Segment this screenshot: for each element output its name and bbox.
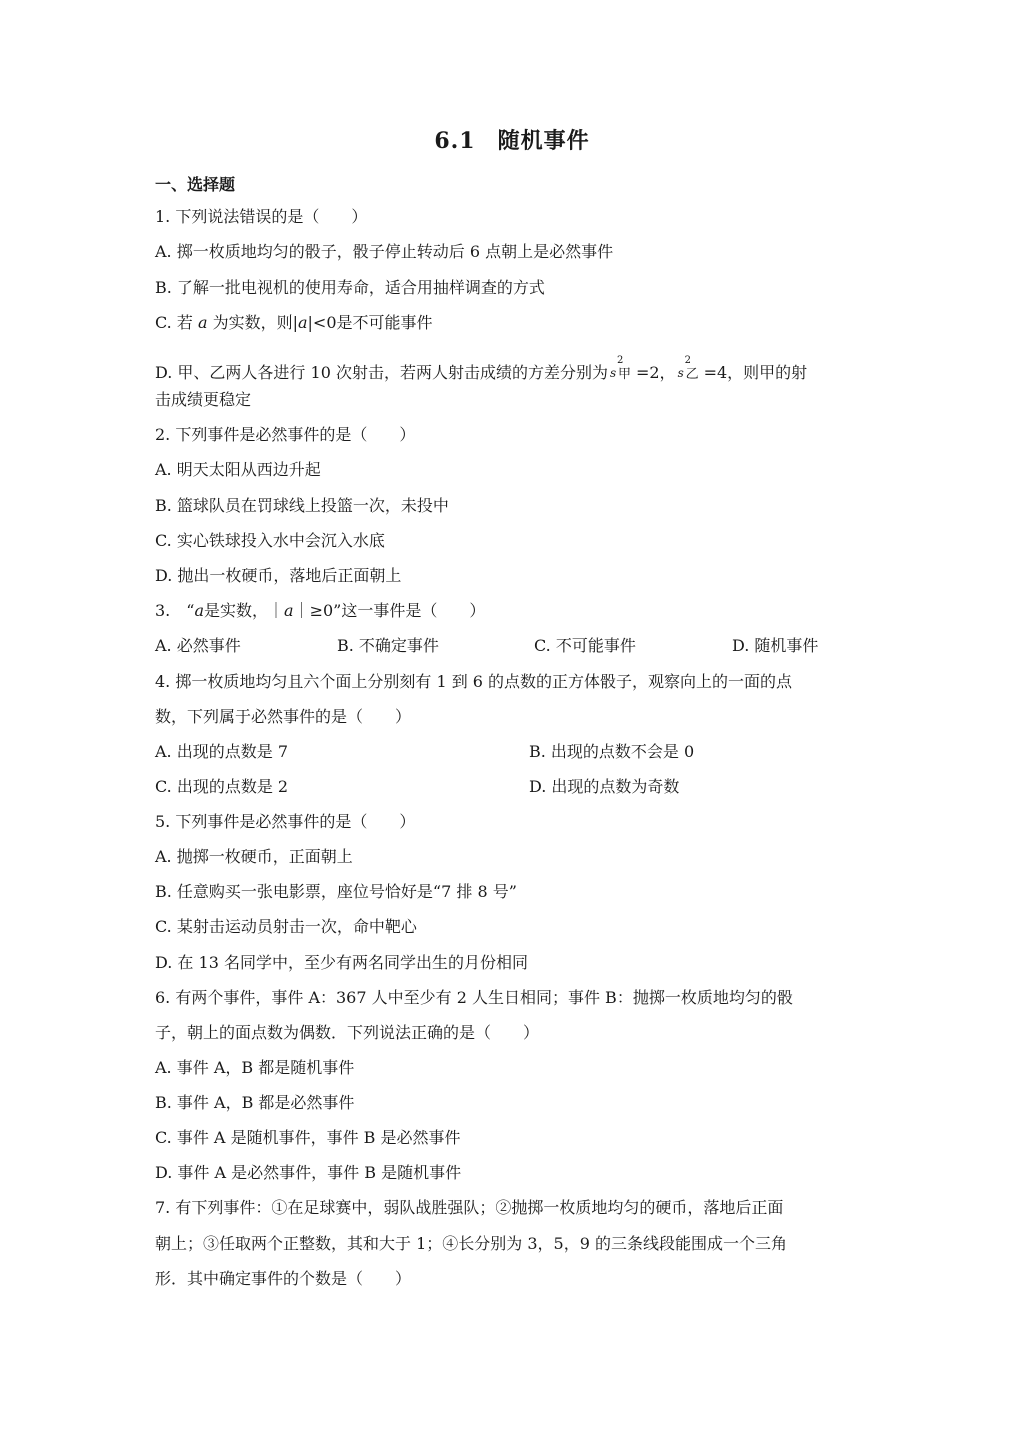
q1-option-b: B. 了解一批电视机的使用寿命，适合用抽样调查的方式 <box>155 278 545 297</box>
q4-stem: 4. 掷一枚质地均匀且六个面上分别刻有 1 到 6 的点数的正方体骰子，观察向上的一面的点 <box>155 672 793 691</box>
q1-option-d: D. 甲、乙两人各进行 10 次射击，若两人射击成绩的方差分别为 s 2 甲 =2， s 2 乙 =4，则甲的射 <box>155 355 808 382</box>
q1-option-c: C. 若 a 为实数，则|a|<0是不可能事件 <box>155 313 433 332</box>
q3-option-a: A. 必然事件 <box>155 636 241 655</box>
q4-option-c: C. 出现的点数是 2 <box>155 777 289 796</box>
q3-option-b: B. 不确定事件 <box>337 636 439 655</box>
q3-option-c: C. 不可能事件 <box>534 636 636 655</box>
variance-symbol-yi: s 2 乙 <box>677 355 699 382</box>
q4-option-d: D. 出现的点数为奇数 <box>529 777 680 796</box>
q4-option-b: B. 出现的点数不会是 0 <box>529 742 695 761</box>
q5-option-a: A. 抛掷一枚硬币，正面朝上 <box>155 847 353 866</box>
q3-stem: 3. “a是实数，｜a｜≥0”这一事件是（ ） <box>155 601 486 620</box>
q5-option-c: C. 某射击运动员射击一次，命中靶心 <box>155 917 417 936</box>
q4-option-a: A. 出现的点数是 7 <box>155 742 288 761</box>
title-text: 随机事件 <box>497 128 590 154</box>
q2-option-b: B. 篮球队员在罚球线上投篮一次，未投中 <box>155 496 449 515</box>
q5-stem: 5. 下列事件是必然事件的是（ ） <box>155 812 416 831</box>
q6-option-a: A. 事件 A，B 都是随机事件 <box>155 1058 355 1077</box>
q2-option-a: A. 明天太阳从西边升起 <box>155 460 321 479</box>
q2-option-c: C. 实心铁球投入水中会沉入水底 <box>155 531 385 550</box>
q5-option-b: B. 任意购买一张电影票，座位号恰好是“7 排 8 号” <box>155 882 517 901</box>
q7-stem-cont2: 形．其中确定事件的个数是（ ） <box>155 1269 412 1288</box>
q2-option-d: D. 抛出一枚硬币，落地后正面朝上 <box>155 566 402 585</box>
section-heading: 一、选择题 <box>155 175 236 194</box>
q4-stem-cont: 数，下列属于必然事件的是（ ） <box>155 707 412 726</box>
q1-option-a: A. 掷一枚质地均匀的骰子，骰子停止转动后 6 点朝上是必然事件 <box>155 242 614 261</box>
title-number: 6.1 <box>434 128 476 154</box>
q1-option-d-cont: 击成绩更稳定 <box>155 390 252 409</box>
page-title <box>0 124 1024 155</box>
q3-option-d: D. 随机事件 <box>732 636 819 655</box>
q2-stem: 2. 下列事件是必然事件的是（ ） <box>155 425 416 444</box>
q7-stem: 7. 有下列事件：①在足球赛中，弱队战胜强队；②抛掷一枚质地均匀的硬币，落地后正面 <box>155 1198 784 1217</box>
q6-option-d: D. 事件 A 是必然事件，事件 B 是随机事件 <box>155 1163 462 1182</box>
q6-option-c: C. 事件 A 是随机事件，事件 B 是必然事件 <box>155 1128 461 1147</box>
q1-stem: 1. 下列说法错误的是（ ） <box>155 207 368 226</box>
q5-option-d: D. 在 13 名同学中，至少有两名同学出生的月份相同 <box>155 953 528 972</box>
q6-stem-cont: 子，朝上的面点数为偶数．下列说法正确的是（ ） <box>155 1023 540 1042</box>
variance-symbol-jia: s 2 甲 <box>609 355 631 382</box>
q6-option-b: B. 事件 A，B 都是必然事件 <box>155 1093 355 1112</box>
q7-stem-cont: 朝上；③任取两个正整数，其和大于 1；④长分别为 3，5，9 的三条线段能围成一个三角 <box>155 1234 787 1253</box>
q6-stem: 6. 有两个事件，事件 A：367 人中至少有 2 人生日相同；事件 B：抛掷一枚质地均匀的骰 <box>155 988 793 1007</box>
